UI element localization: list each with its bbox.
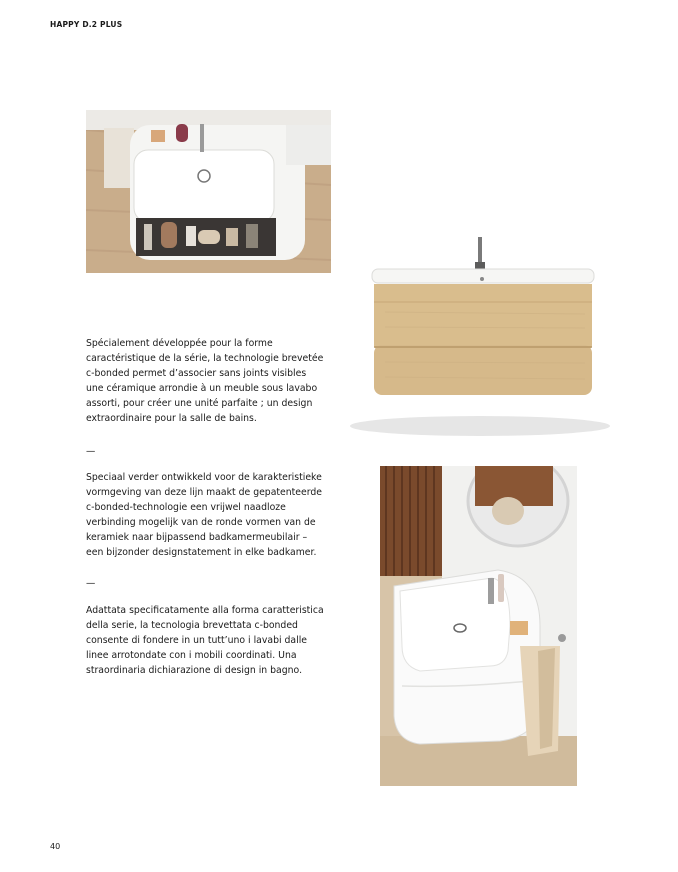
paragraph-dutch-text: Speciaal verder ontwikkeld voor de karakteristieke vormgeving van deze lijn maakt de gepatenteerde c-bonded-technologie een vrijwel naadloze verbinding mogelijk van de ronde vormen van de keramiek naar bijpassend badkamermeubilair – een bijzonder designstatement in elke badkamer.	[86, 472, 323, 559]
paragraph-dutch	[86, 470, 326, 561]
paragraph-italian-text: Adattata specificatamente alla forma caratteristica della serie, la tecnologia brevettata c-bonded consente di fondere in un tutt’uno i lavabi dalle linee arrotondate con i mobili coordinati. Una straordinaria dichiarazione di design in bagno.	[86, 605, 324, 677]
separator-dash-2: —	[86, 578, 96, 589]
separator-dash-1: —	[86, 446, 96, 457]
page-header: HAPPY D.2 PLUS	[50, 20, 123, 29]
paragraph-french-text: Spécialement développée pour la forme caractéristique de la série, la technologie brevetée c-bonded permet d’associer sans joints visibles une céramique arrondie à un meuble sous lavabo assorti, pour créer une unité parfaite ; un design extraordinaire pour la salle de bains.	[86, 338, 324, 425]
photo-vanity-white-interior	[380, 466, 577, 786]
product-vanity-oak	[345, 232, 615, 442]
photo-sink-top-view	[86, 110, 331, 273]
paragraph-italian	[86, 603, 326, 678]
page-number: 40	[50, 842, 61, 851]
paragraph-french	[86, 336, 326, 427]
